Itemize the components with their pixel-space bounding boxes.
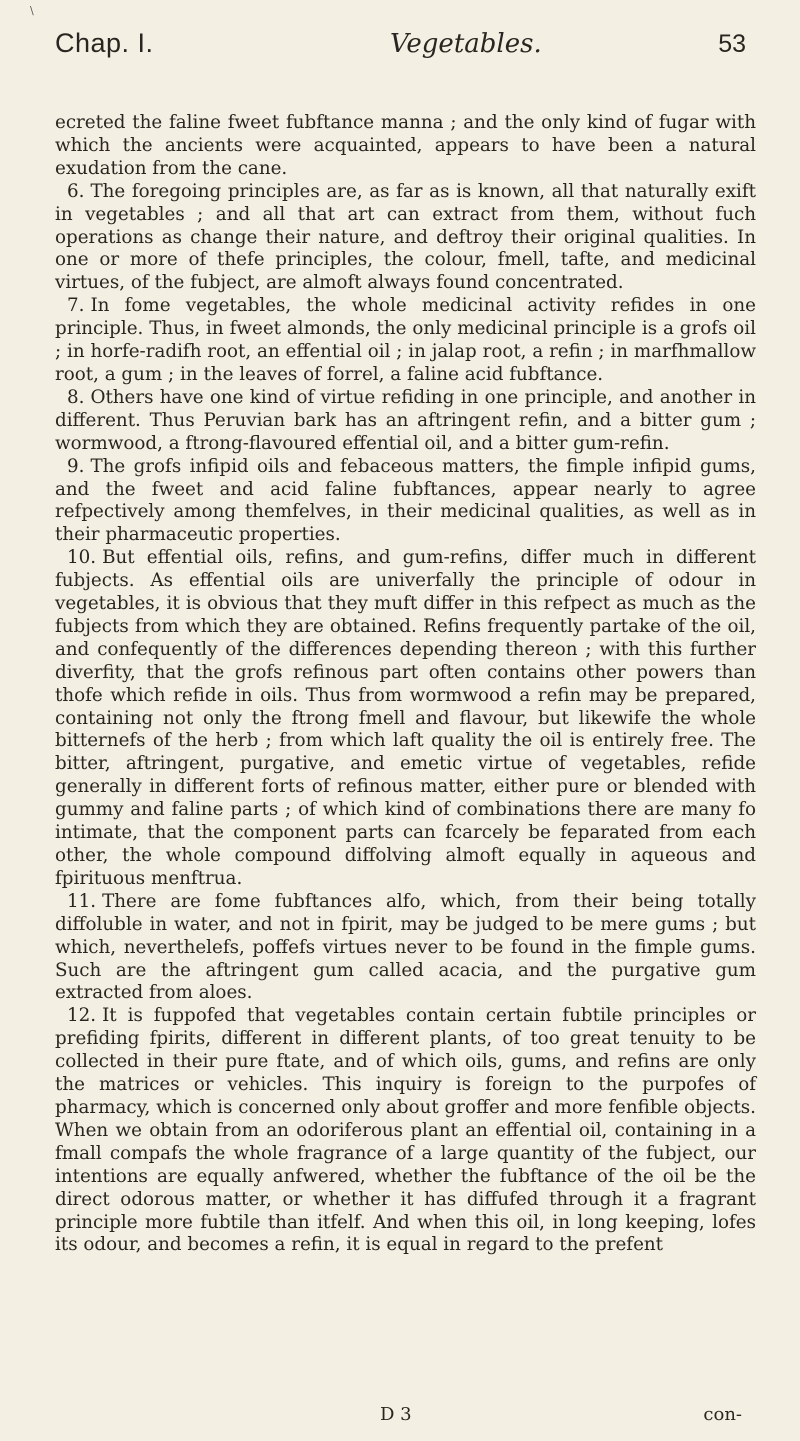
paragraph-6 bbox=[55, 181, 756, 296]
paragraph-9 bbox=[55, 456, 756, 548]
paragraph-7 bbox=[55, 295, 756, 387]
paragraph-11 bbox=[55, 891, 756, 1006]
paragraph-text: ecreted the faline fweet fubftance manna ; and the only kind of fugar with which the ancients were acquainted, appears to have been a natural exudation from the cane. bbox=[55, 112, 756, 179]
running-header bbox=[55, 28, 756, 78]
paragraph-text: The grofs infipid oils and febaceous matters, the fimple infipid gums, and the fweet and acid faline fubftances, appear nearly to agree refpectively among themfelves, in their medicinal qualities, as well as in their pharmaceutic properties. bbox=[55, 455, 756, 546]
paragraph-text: In fome vegetables, the whole medicinal activity refides in one principle. Thus, in fweet almonds, the only medicinal principle is a grofs oil ; in horfe-radifh root, an effential oil ; in jalap root, a refin ; in marfhmallow root, a gum ; in the leaves of forrel, a faline acid fubftance. bbox=[55, 295, 756, 385]
page-number: 53 bbox=[718, 30, 746, 58]
paragraph-number: 11. bbox=[67, 890, 97, 912]
paragraph-12 bbox=[55, 1005, 756, 1257]
paragraph-number: 6. bbox=[67, 180, 85, 202]
corner-mark: \ bbox=[30, 4, 34, 17]
catchword: con- bbox=[703, 1404, 742, 1425]
paragraph-number: 7. bbox=[67, 295, 85, 317]
paragraph-text: It is fuppofed that vegetables contain certain fubtile principles or prefiding fpirits, different in different plants, of too great tenuity to be collected in their pure ftate, and of which oils, gums, and refins are only the matrices or vehicles. This inquiry is foreign to the purpofes of pharmacy, which is concerned only about groffer and more fenfible objects. When we obtain from an odoriferous plant an effential oil, containing in a fmall compafs the whole fragrance of a large quantity of the fubject, our intentions are equally anfwered, whether the fubftance of the oil be the direct odorous matter, or whether it has diffufed through it a fragrant principle more fubtile than itfelf. And when this oil, in long keeping, lofes its odour, and becomes a refin, it is equal in regard to the prefent bbox=[55, 1005, 756, 1256]
signature-mark: D 3 bbox=[380, 1404, 412, 1425]
paragraph-text: Others have one kind of virtue refiding in one principle, and another in different. Thus Peruvian bark has an aftringent refin, and a bitter gum ; wormwood, a ftrong-flavoured effential oil, and a bitter gum-refin. bbox=[55, 386, 756, 454]
paragraph-number: 9. bbox=[67, 455, 85, 477]
paragraph-continuation bbox=[55, 112, 756, 181]
chapter-label: Chap. I. bbox=[55, 28, 154, 58]
body-text bbox=[55, 112, 756, 1257]
paragraph-text: The foregoing principles are, as far as is known, all that naturally exift in vegetables ; and all that art can extract from them, without fuch operations as change their nature, and deftroy their original qualities. In one or more of thefe principles, the colour, fmell, tafte, and medicinal virtues, of the fubject, are almoft always found concentrated. bbox=[55, 180, 756, 294]
paragraph-text: But effential oils, refins, and gum-refins, differ much in different fubjects. As effential oils are univerfally the principle of odour in vegetables, it is obvious that they muft differ in this refpect as much as the fubjects from which they are obtained. Refins frequently partake of the oil, and confequently of the differences depending thereon ; with this further diverfity, that the grofs refinous part often contains other powers than thofe which refide in oils. Thus from wormwood a refin may be prepared, containing not only the ftrong fmell and flavour, but likewife the whole bitternefs of the herb ; from which laft quality the oil is entirely free. The bitter, aftringent, purgative, and emetic virtue of vegetables, refide generally in different forts of refinous matter, either pure or blended with gummy and faline parts ; of which kind of combinations there are many fo intimate, that the component parts can fcarcely be feparated from each other, the whole compound diffolving almoft equally in aqueous and fpirituous menftrua. bbox=[55, 547, 756, 889]
paragraph-number: 10. bbox=[67, 547, 97, 569]
paragraph-number: 12. bbox=[67, 1005, 97, 1027]
paragraph-number: 8. bbox=[67, 386, 85, 408]
paragraph-text: There are fome fubftances alfo, which, from their being totally diffoluble in water, and not in fpirit, may be judged to be mere gums ; but which, neverthelefs, poffefs virtues never to be found in the fimple gums. Such are the aftringent gum called acacia, and the purgative gum extracted from aloes. bbox=[55, 890, 756, 1004]
paragraph-10 bbox=[55, 547, 756, 891]
paragraph-8 bbox=[55, 387, 756, 456]
running-title: Vegetables. bbox=[390, 29, 542, 59]
page-footer bbox=[0, 1404, 800, 1434]
